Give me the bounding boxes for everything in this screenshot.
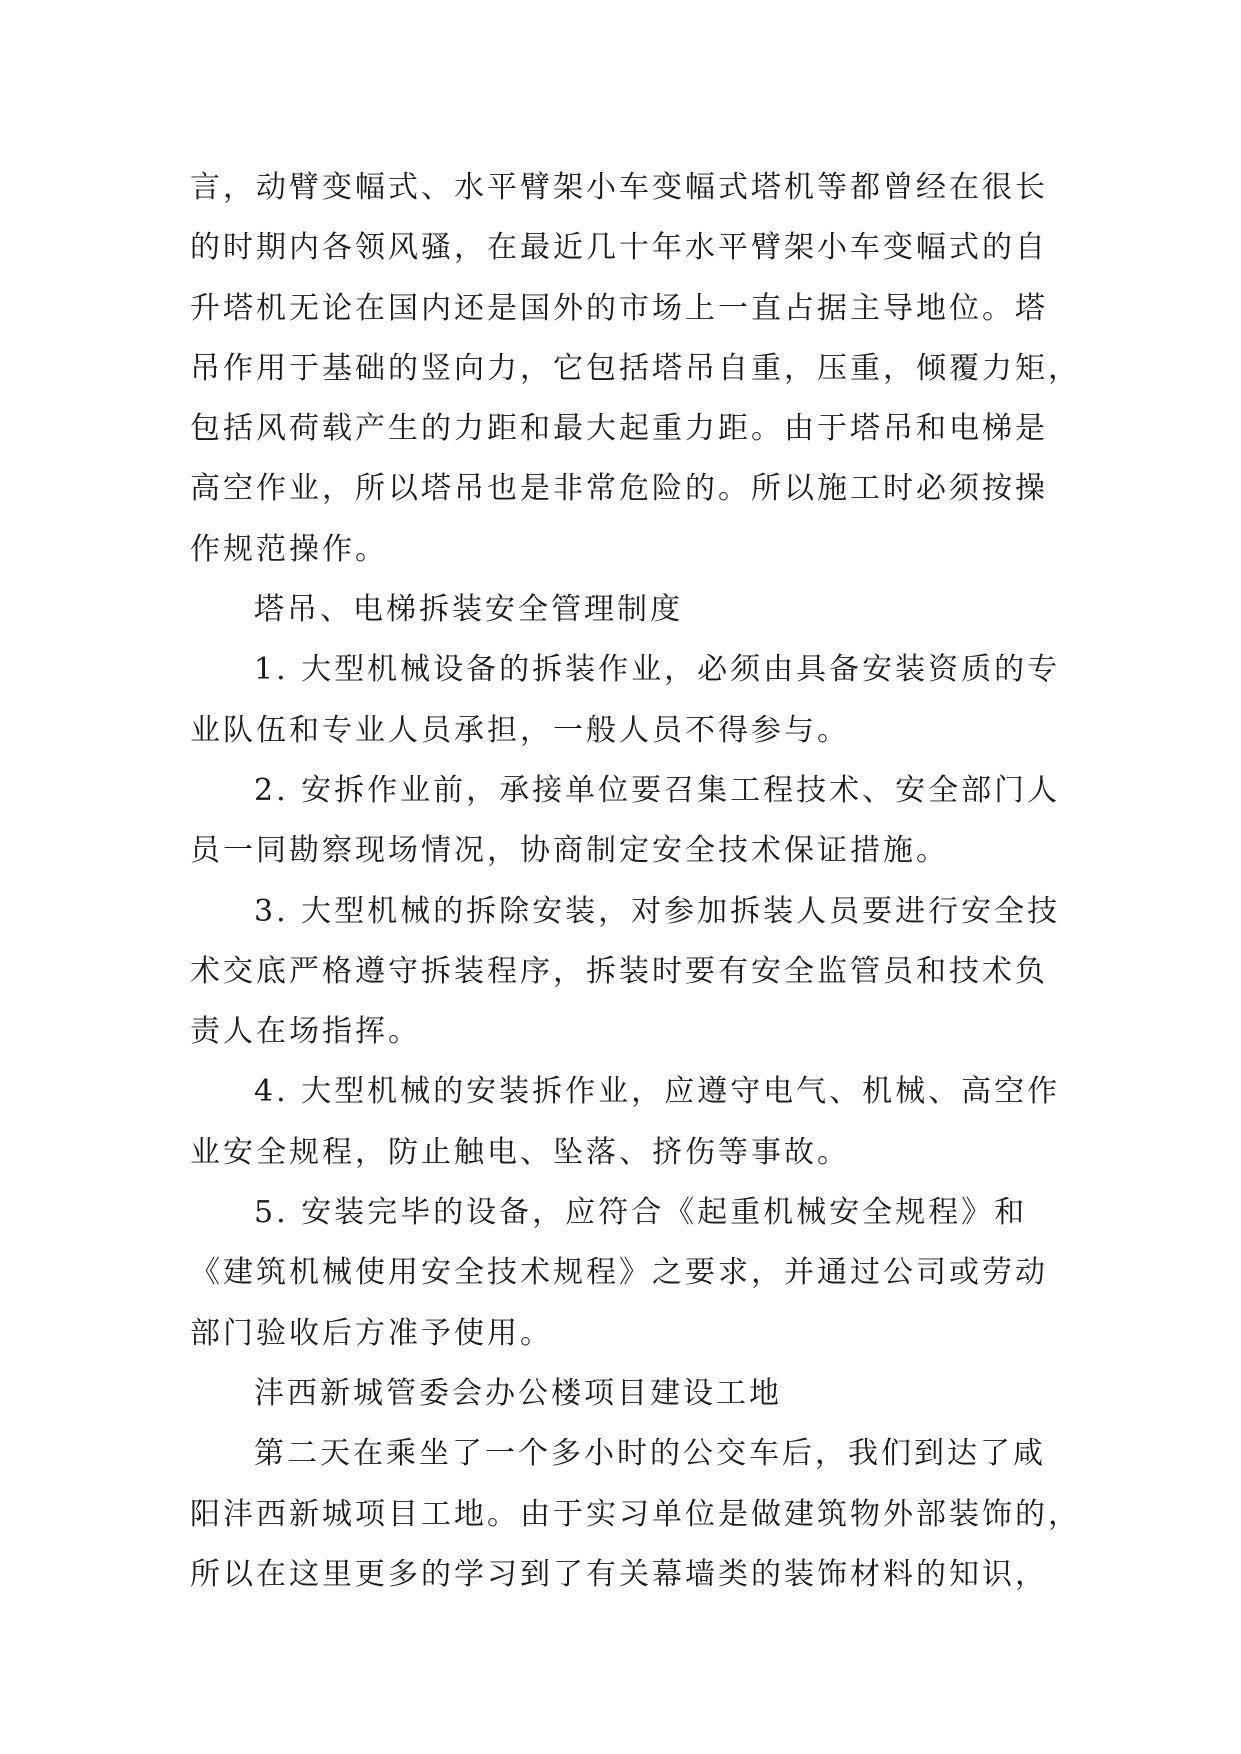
text-line: 高空作业，所以塔吊也是非常危险的。所以施工时必须按操 (190, 471, 1048, 507)
section-heading: 沣西新城管委会办公楼项目建设工地 (254, 1375, 782, 1411)
list-item-2-line: 员一同勘察现场情况，协商制定安全技术保证措施。 (190, 833, 949, 869)
text-line: 作规范操作。 (190, 531, 388, 567)
section-heading: 塔吊、电梯拆装安全管理制度 (254, 592, 683, 628)
paragraph-line: 第二天在乘坐了一个多小时的公交车后，我们到达了咸 (254, 1436, 1046, 1472)
list-item-3-line: 责人在场指挥。 (190, 1014, 421, 1050)
list-item-3-line: 3. 大型机械的拆除安装，对参加拆装人员要进行安全技 (254, 893, 1061, 929)
text-line: 的时期内各领风骚，在最近几十年水平臂架小车变幅式的自 (190, 230, 1048, 266)
text-line: 言，动臂变幅式、水平臂架小车变幅式塔机等都曾经在很长 (190, 170, 1048, 205)
list-item-1-line: 业队伍和专业人员承担，一般人员不得参与。 (190, 712, 850, 748)
list-item-5-line: 部门验收后方准予使用。 (190, 1315, 553, 1351)
list-item-4-line: 业安全规程，防止触电、坠落、挤伤等事故。 (190, 1134, 850, 1170)
text-line: 吊作用于基础的竖向力，它包括塔吊自重，压重，倾覆力矩， (190, 350, 1081, 386)
text-line: 包括风荷载产生的力距和最大起重力距。由于塔吊和电梯是 (190, 411, 1048, 447)
list-item-2-line: 2. 安拆作业前，承接单位要召集工程技术、安全部门人 (254, 772, 1061, 808)
document-body (190, 158, 1081, 1605)
list-item-1-line: 1. 大型机械设备的拆装作业，必须由具备安装资质的专 (254, 652, 1061, 688)
text-line: 升塔机无论在国内还是国外的市场上一直占据主导地位。塔 (190, 290, 1048, 326)
list-item-4-line: 4. 大型机械的安装拆作业，应遵守电气、机械、高空作 (254, 1074, 1061, 1110)
paragraph-line: 所以在这里更多的学习到了有关幕墙类的装饰材料的知识， (190, 1556, 1048, 1592)
list-item-5-line: 《建筑机械使用安全技术规程》之要求，并通过公司或劳动 (190, 1255, 1048, 1291)
paragraph-line: 阳沣西新城项目工地。由于实习单位是做建筑物外部装饰的， (190, 1496, 1081, 1532)
list-item-3-line: 术交底严格遵守拆装程序，拆装时要有安全监管员和技术负 (190, 953, 1048, 989)
list-item-5-line: 5. 安装完毕的设备，应符合《起重机械安全规程》和 (254, 1195, 1028, 1231)
